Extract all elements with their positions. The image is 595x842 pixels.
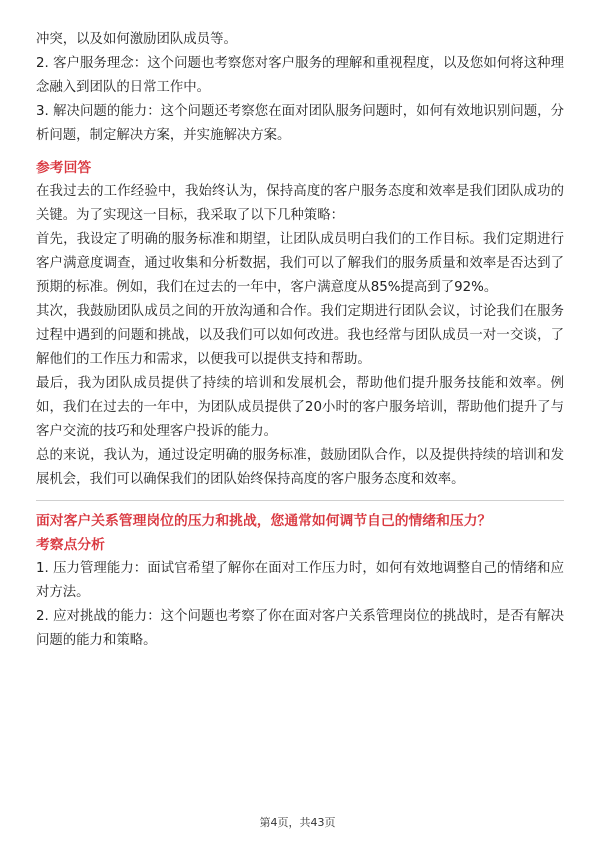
document-page xyxy=(36,28,564,653)
answer-paragraph: 首先，我设定了明确的服务标准和期望，让团队成员明白我们的工作目标。我们定期进行客户满意度调查，通过收集和分析数据，我们可以了解我们的服务质量和效率是否达到了预期的标准。例如，我们在过去的一年中，客户满意度从85%提高到了92%。 xyxy=(36,232,564,295)
answer-paragraph: 在我过去的工作经验中，我始终认为，保持高度的客户服务态度和效率是我们团队成功的关键。为了实现这一目标，我采取了以下几种策略： xyxy=(36,184,564,223)
analysis-heading: 考察点分析 xyxy=(36,537,105,553)
answer-paragraph: 其次，我鼓励团队成员之间的开放沟通和合作。我们定期进行团队会议，讨论我们在服务过程中遇到的问题和挑战，以及我们可以如何改进。我也经常与团队成员一对一交谈，了解他们的工作压力和需求，以便我可以提供支持和帮助。 xyxy=(36,304,564,367)
page-number: 第4页，共43页 xyxy=(259,816,336,829)
intro-tail: 冲突，以及如何激励团队成员等。 xyxy=(36,32,237,47)
answer-paragraph: 总的来说，我认为，通过设定明确的服务标准，鼓励团队合作，以及提供持续的培训和发展机会，我们可以确保我们的团队始终保持高度的客户服务态度和效率。 xyxy=(36,448,564,487)
point-problem-solving: 3. 解决问题的能力：这个问题还考察您在面对团队服务问题时，如何有效地识别问题，分析问题，制定解决方案，并实施解决方案。 xyxy=(36,104,564,143)
point-customer-service-concept: 2. 客户服务理念：这个问题也考察您对客户服务的理解和重视程度，以及您如何将这种理念融入到团队的日常工作中。 xyxy=(36,56,564,95)
point-handling-challenges: 2. 应对挑战的能力：这个问题也考察了你在面对客户关系管理岗位的挑战时，是否有解决问题的能力和策略。 xyxy=(36,609,564,648)
section-divider xyxy=(36,500,564,501)
answer-paragraph: 最后，我为团队成员提供了持续的培训和发展机会，帮助他们提升服务技能和效率。例如，我们在过去的一年中，为团队成员提供了20小时的客户服务培训，帮助他们提升了与客户交流的技巧和处理客户投诉的能力。 xyxy=(36,376,564,439)
question-heading: 面对客户关系管理岗位的压力和挑战，您通常如何调节自己的情绪和压力？ xyxy=(36,513,492,529)
answer-heading: 参考回答 xyxy=(36,160,92,176)
point-stress-management: 1. 压力管理能力：面试官希望了解你在面对工作压力时，如何有效地调整自己的情绪和应对方法。 xyxy=(36,561,564,600)
